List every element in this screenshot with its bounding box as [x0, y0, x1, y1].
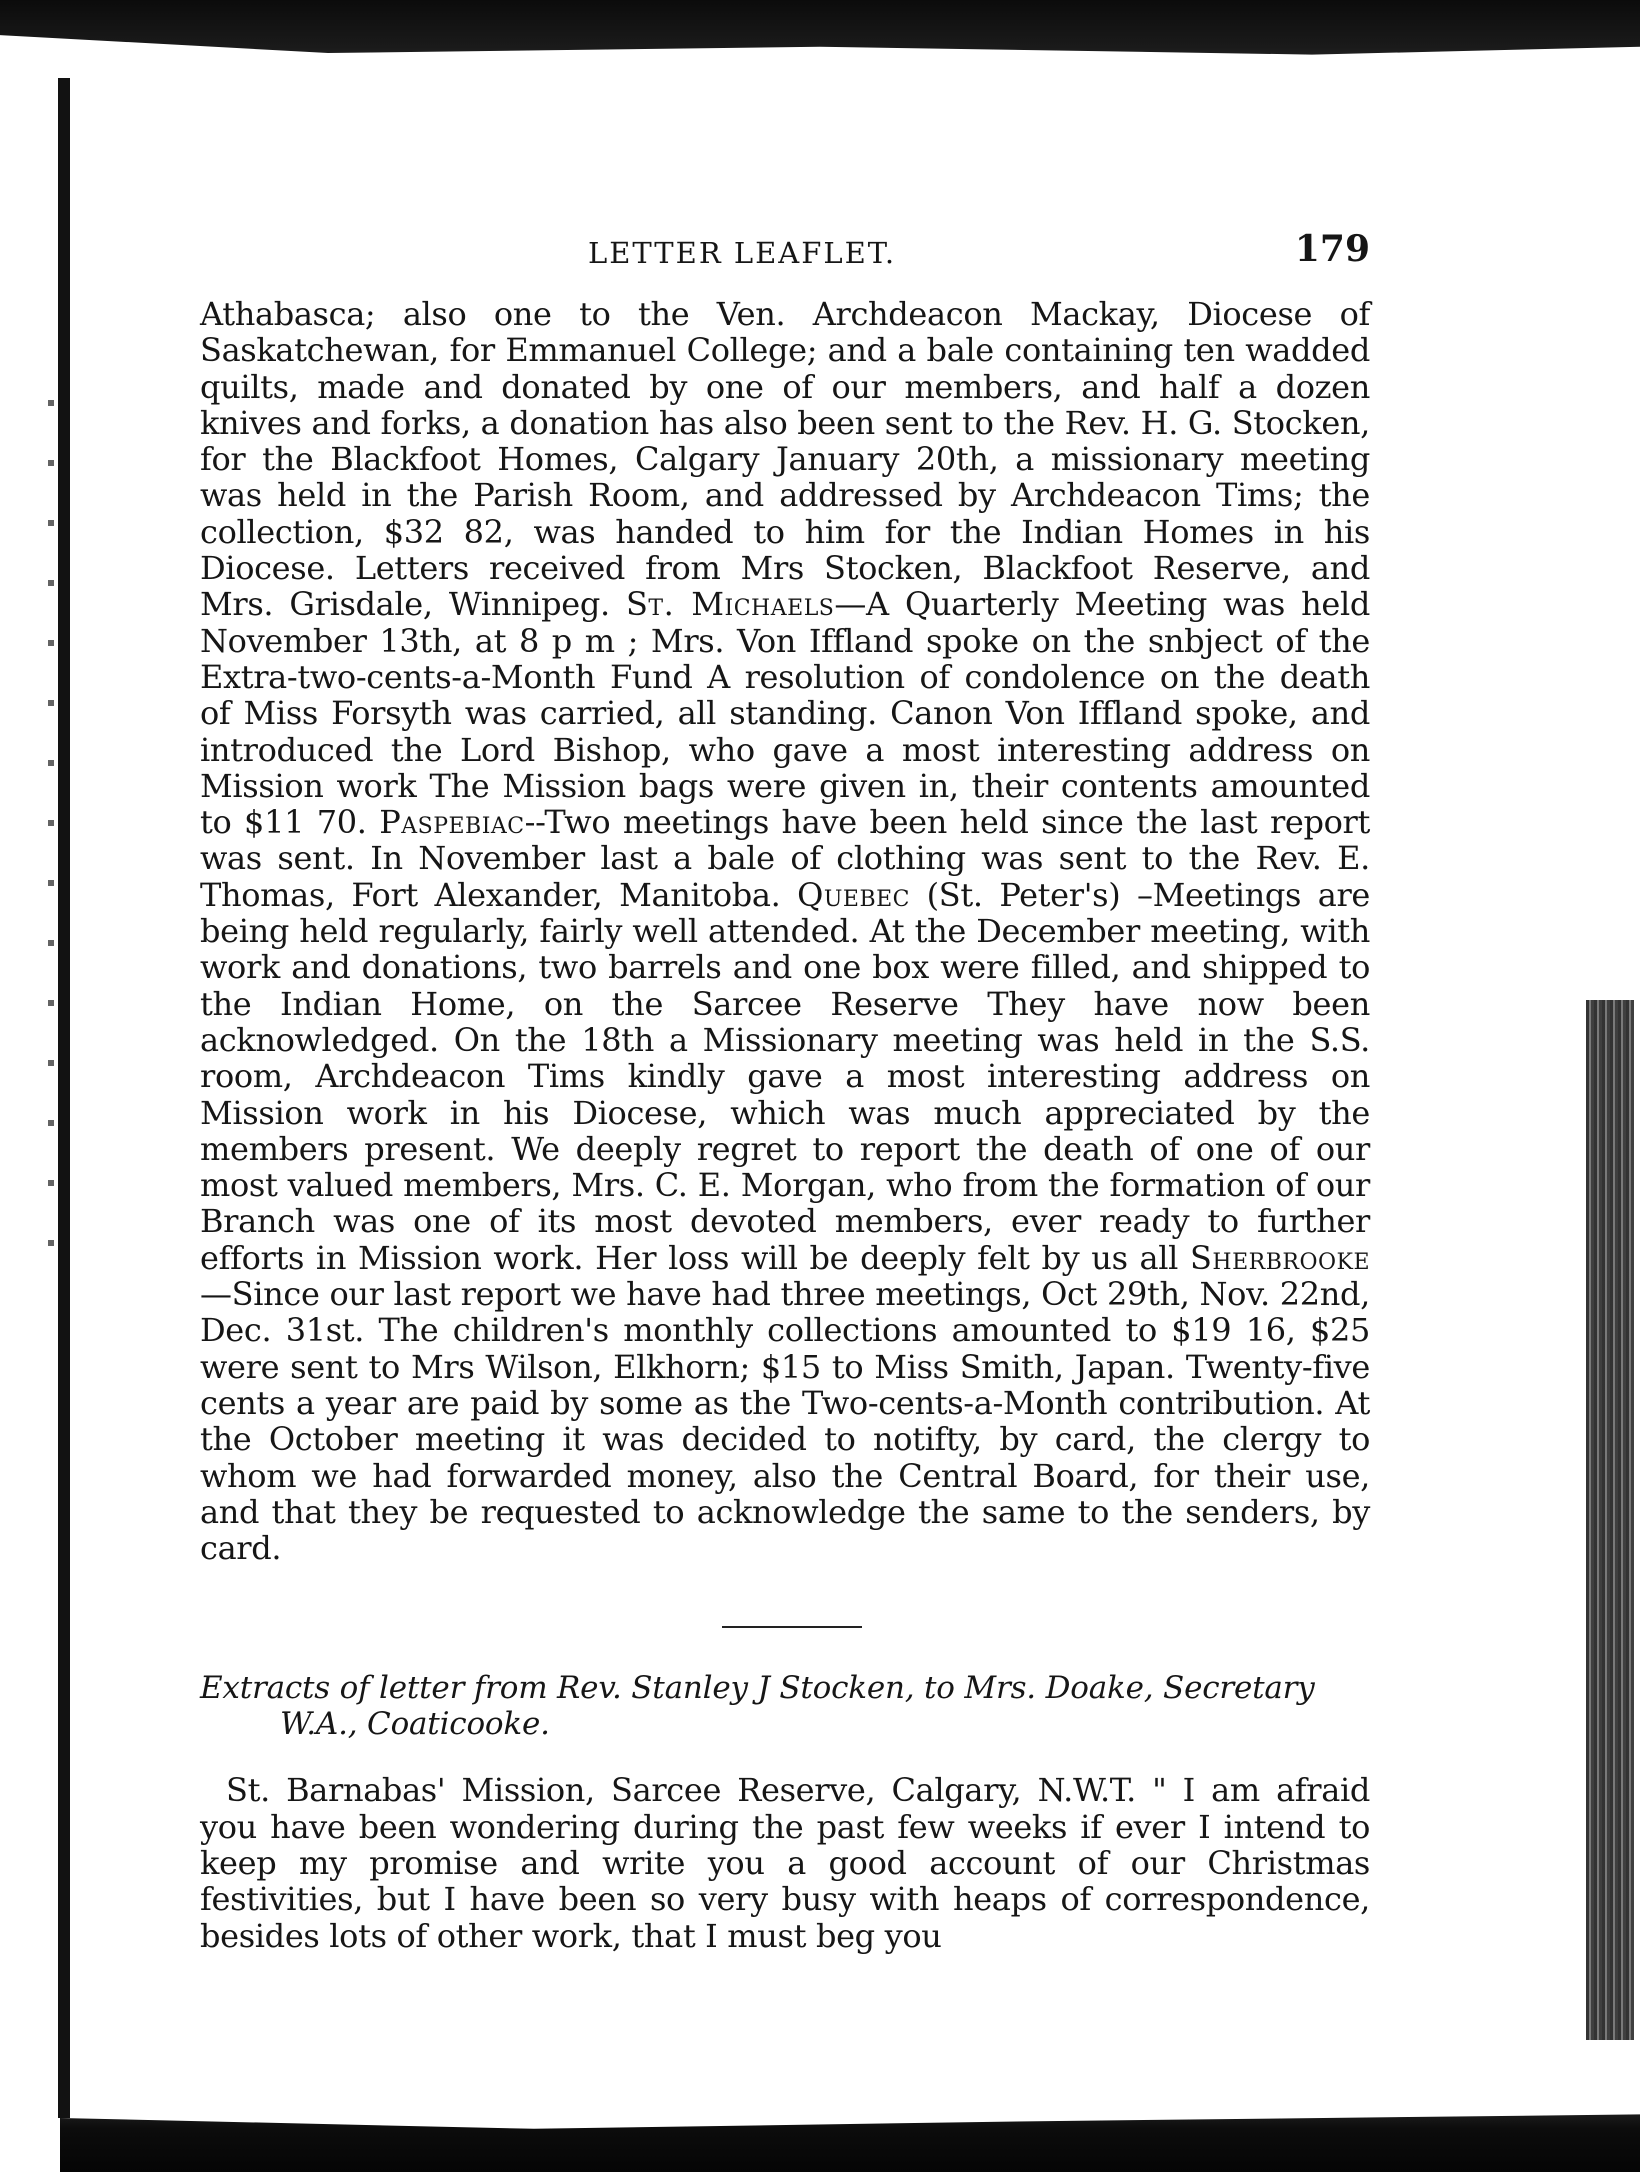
branch-name-paspebiac: Paspebiac [379, 803, 525, 842]
branch-report-paragraph [200, 296, 1370, 1566]
running-head-title: LETTER LEAFLET. [588, 236, 897, 270]
letter-extract-paragraph: St. Barnabas' Mission, Sarcee Reserve, Calgary, N.W.T. " I am afraid you have been wondering during the past few weeks if ever I intend to keep my promise and write you a good account of our Christmas festivities, but I have been so very busy with heaps of correspondence, besides lots of other work, that I must beg you [200, 1771, 1370, 1955]
scan-edge-right [1586, 1000, 1634, 2040]
report-text-part-5: —Since our last report we have had three meetings, Oct 29th, Nov. 22nd, Dec. 31st. The children's monthly collections amounted to $19 16, $25 were sent to Mrs Wilson, Elkhorn; $15 to Miss Smith, Japan. Twenty-five cents a year are paid by some as the Two-cents-a-Month contribution. At the October meeting it was decided to notifty, by card, the clergy to whom we had forwarded money, also the Central Board, for their use, and that they be requested to acknowledge the same to the senders, by card. [200, 1275, 1370, 1568]
scan-edge-left [58, 78, 70, 2118]
running-head [200, 228, 1370, 296]
report-text-part-4: (St. Peter's) –Meetings are being held regularly, fairly well attended. At the December meeting, with work and donations, two barrels and one box were filled, and shipped to the Indian Home, on the Sarcee Reserve They have now been acknowledged. On the 18th a Missionary meeting was held in the S.S. room, Archdeacon Tims kindly gave a most interesting address on Mission work in his Diocese, which was much appreciated by the members present. We deeply regret to report the death of one of our most valued members, Mrs. C. E. Morgan, who from the formation of our Branch was one of its most devoted members, ever ready to further efforts in Mission work. Her loss will be deeply felt by us all [200, 875, 1370, 1277]
report-text-part-3: --Two meetings have been held since the last report was sent. In November last a bale of clothing was sent to the Rev. E. Thomas, Fort Alexander, Manitoba. [200, 803, 1370, 914]
page-number: 179 [1294, 228, 1370, 270]
scan-edge-top [0, 0, 1640, 78]
branch-name-st-michaels: St. Michaels [625, 585, 835, 624]
section-divider [722, 1626, 862, 1628]
branch-name-quebec: Quebec [797, 875, 911, 914]
extract-heading: Extracts of letter from Rev. Stanley J Stocken, to Mrs. Doake, Secretary W.A., Coaticooke. [200, 1670, 1315, 1743]
document-page [200, 228, 1371, 1955]
report-text-part-2: —A Quarterly Meeting was held November 13th, at 8 p m ; Mrs. Von Iffland spoke on the snbject of the Extra-two-cents-a-Month Fund A resolution of condolence on the death of Miss Forsyth was carried, all standing. Canon Von Iffland spoke, and introduced the Lord Bishop, who gave a most interesting address on Mission work The Mission bags were given in, their contents amounted to $11 70. [200, 585, 1370, 842]
scan-edge-bottom [60, 2100, 1640, 2172]
scan-specks-left [48, 400, 54, 1300]
report-text-part-1: Athabasca; also one to the Ven. Archdeacon Mackay, Diocese of Saskatchewan, for Emmanuel College; and a bale containing ten wadded quilts, made and donated by one of our members, and half a dozen knives and forks, a donation has also been sent to the Rev. H. G. Stocken, for the Blackfoot Homes, Calgary January 20th, a missionary meeting was held in the Parish Room, and addressed by Archdeacon Tims; the collection, $32 82, was handed to him for the Indian Homes in his Diocese. Letters received from Mrs Stocken, Blackfoot Reserve, and Mrs. Grisdale, Winnipeg. [200, 295, 1370, 624]
branch-name-sherbrooke: Sherbrooke [1189, 1238, 1371, 1277]
